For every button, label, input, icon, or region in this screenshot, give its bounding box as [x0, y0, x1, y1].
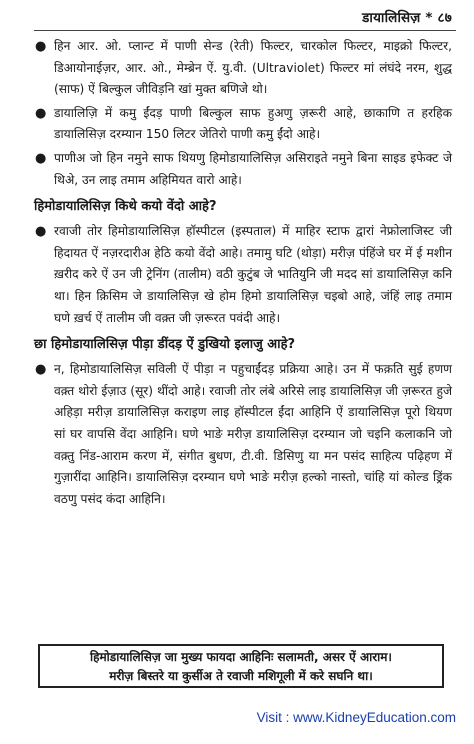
- bullet-text: हिन आर. ओ. प्लान्ट में पाणी सेन्ड (रेती) फिल्टर, चारकोल फिल्टर, माइक्रो फिल्टर, डिआयोनाईज़र, आर. ओ., मेम्ब्रेन ऐं. यु.वी. (Ultraviolet) फिल्टर मां लंघंदे नरम, शुद्ध (साफ) ऐं बिल्कुल जीविड़नि खां मुक्त बणिजे थो।: [54, 39, 452, 97]
- section-heading: हिमोडायालिसिज़ किथे कयो वेंदो आहे?: [34, 199, 217, 215]
- bullet-icon: ●: [35, 224, 47, 240]
- bullet-icon: ●: [35, 105, 47, 121]
- bullet-icon: ●: [35, 150, 47, 166]
- bullet-text: रवाजी तोर हिमोडायालिसिज़ हॉस्पीटल (इस्पताल) में माहिर स्टाफ द्वारां नेफ्रोलाजिस्ट जी हिदायत ऐं नज़रदारीअ हेठि कयो वेंदो आहे। तमामु घटि (थोड़ा) मरीज़ पंहिंजे घर में ई मशीन ख़रीद करे ऐं उन जी ट्रेनिंग (तालीम) वठी कुटुंब जे भातियुनि जी मदद सां डायालिसिज़ कनि था। हिन क़िसिम जे डायालिसिज़ खे होम हिमो डायालिसिज़ चइबो आहे, जंहिं लाइ तमाम घणे ख़र्च ऐं तालीम जी वक़्त जी ज़रूरत पवंदी आहे।: [54, 224, 452, 325]
- list-item: [34, 359, 452, 510]
- bullet-icon: ●: [35, 39, 47, 54]
- running-header: डायालिसिज़ * ८७: [362, 10, 452, 26]
- bullet-text: न, हिमोडायालिसिज़ सविली ऐं पीड़ा न पहुचाईंदड़ प्रक्रिया आहे। उन में फक़ति सुई हणण वक़्त थोरो ईज़ाउ (सूर) थींदो आहे। रवाजी तोर लंबे अरिसे लाइ डायालिसिज़ जी ज़रूरत हुजे अहिड़ा मरीज़ डायालिसिज़ कराइण लाइ हॉस्पीटल ईंदा आहिनि ऐं डायालिसिज़ पूरो थियण सां घर वापसि वेंदा आहिनि। घणे भाङे मरीज़ डायालिसिज़ दरम्यान जो चइनि कलाकनि जो वक़्तु निंड-आराम करण में, संगीत बुधण, टी.वी. डिसिणु या मन पसंद साहित्य पढ़िहण में गुज़ारींदा आहिनि। डायालिसिज़ दरम्यान घणे भाङे मरीज़ हल्को नास्तो, चांहि यां कोल्ड ड्रिंक वठणु पसंद कंदा आहिनि।: [54, 362, 452, 506]
- summary-box: [38, 644, 444, 688]
- bullet-text: डायालिज़ि में कमु ईंदड़ पाणी बिल्कुल साफ हुअणु ज़रूरी आहे, छाकाणि त हरहिक डायालिसिज़ दरम्यान 150 लिटर जेतिरो पाणी कमु ईंदो आहे।: [54, 105, 452, 142]
- list-item: [34, 103, 452, 146]
- summary-line: हिमोडायालिसिज़ जा मुख्य फायदा आहिनिः सलामती, असर ऐं आराम।: [90, 650, 392, 664]
- list-item: [34, 36, 452, 101]
- footer-link[interactable]: Visit : www.KidneyEducation.com: [256, 710, 456, 725]
- list-item: [34, 221, 452, 329]
- summary-line: मरीज़ बिस्तरे या कुर्सीअ ते रवाजी मशिगूली में करे सघनि था।: [109, 669, 373, 683]
- bullet-text: पाणीअ जो हिन नमुने साफ थियणु हिमोडायालिसिज़ असिराइते नमुने बिना साइड इफेक्ट जे थिअे, उन लाइ तमाम अहिमियत वारो आहे।: [54, 150, 452, 187]
- bullet-icon: ●: [35, 362, 47, 378]
- list-item: [34, 148, 452, 191]
- header-divider: [34, 30, 456, 31]
- section-heading: छा हिमोडायालिसिज़ पीड़ा डींदड़ ऐं डुखियो इलाजु आहे?: [34, 337, 296, 353]
- page-content: [34, 36, 452, 512]
